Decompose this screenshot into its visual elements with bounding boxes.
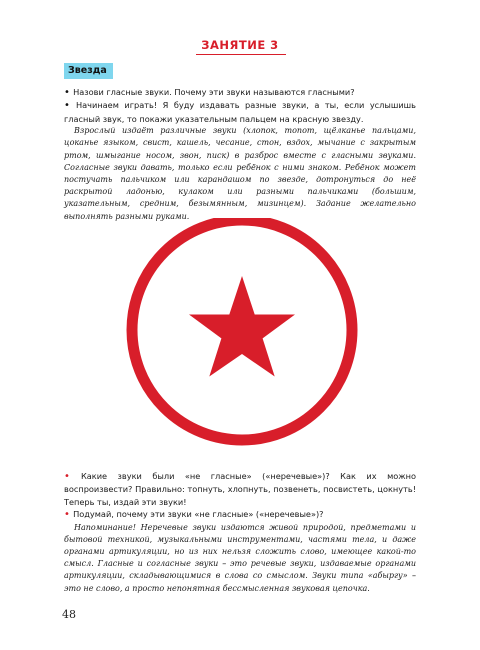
question-item <box>64 508 416 521</box>
bullet-icon: • <box>64 100 76 112</box>
bullet-icon: • <box>64 87 74 98</box>
section-label: Звезда <box>64 63 113 79</box>
question-text: Какие звуки были «не гласные» («неречевые»)? Как их можно воспроизвести? Правильно: топнуть, хлопнуть, позвенеть, посвистеть, цокнуть! Теперь ты, издай эти звуки! <box>64 471 416 507</box>
question-text: Назови гласные звуки. Почему эти звуки называются гласными? <box>73 87 355 97</box>
bullet-icon: • <box>64 509 74 521</box>
red-star-in-circle-figure[interactable] <box>0 218 480 458</box>
question-item <box>64 470 416 508</box>
question-text: Подумай, почему эти звуки «не гласные» («неречевые»)? <box>73 509 324 520</box>
question-item <box>64 99 416 125</box>
top-text-block <box>64 86 416 223</box>
bullet-icon: • <box>64 471 81 482</box>
reminder-paragraph: Напоминание! Неречевые звуки издаются живой природой, предметами и бытовой техникой, музыкальными инструментами, частями тела, и даже органами артикуляции, но из них нельзя сложить слово, имеющее какой-то смысл. Гласные и согласные звуки – это речевые звуки, издаваемые органами артикуляции, складывающимися в слова со смыслом. Звуки типа «абыргу» – это не слово, а просто непонятная бессмысленная звуковая цепочка. <box>64 522 416 593</box>
instruction-paragraph: Взрослый издаёт различные звуки (хлопок, топот, щёлканье пальцами, цоканье языком, свист, кашель, чесание, стон, вздох, мычание с закрытым ртом, шмыгание носом, звон, писк) в разброс вместе с гласными звуками. Согласные звуки давать, только если ребёнок с ними знаком. Ребёнок может постучать пальчиком или карандашом по звезде, дотронуться до неё раскрытой ладонью, кулаком или разными пальчиками (большим, указательным, средним, безымянным, мизинцем). Задание желательно выполнять разными руками. <box>64 126 416 221</box>
page-number: 48 <box>62 608 76 621</box>
question-text: Начинаем играть! Я буду издавать разные звуки, а ты, если услышишь гласный звук, то покажи указательным пальцем на красную звезду. <box>64 100 416 124</box>
bottom-text-block <box>64 470 416 595</box>
title-underline <box>196 54 286 55</box>
question-item <box>64 86 416 99</box>
lesson-title: ЗАНЯТИЕ 3 <box>201 38 279 52</box>
star-icon[interactable] <box>189 276 295 377</box>
